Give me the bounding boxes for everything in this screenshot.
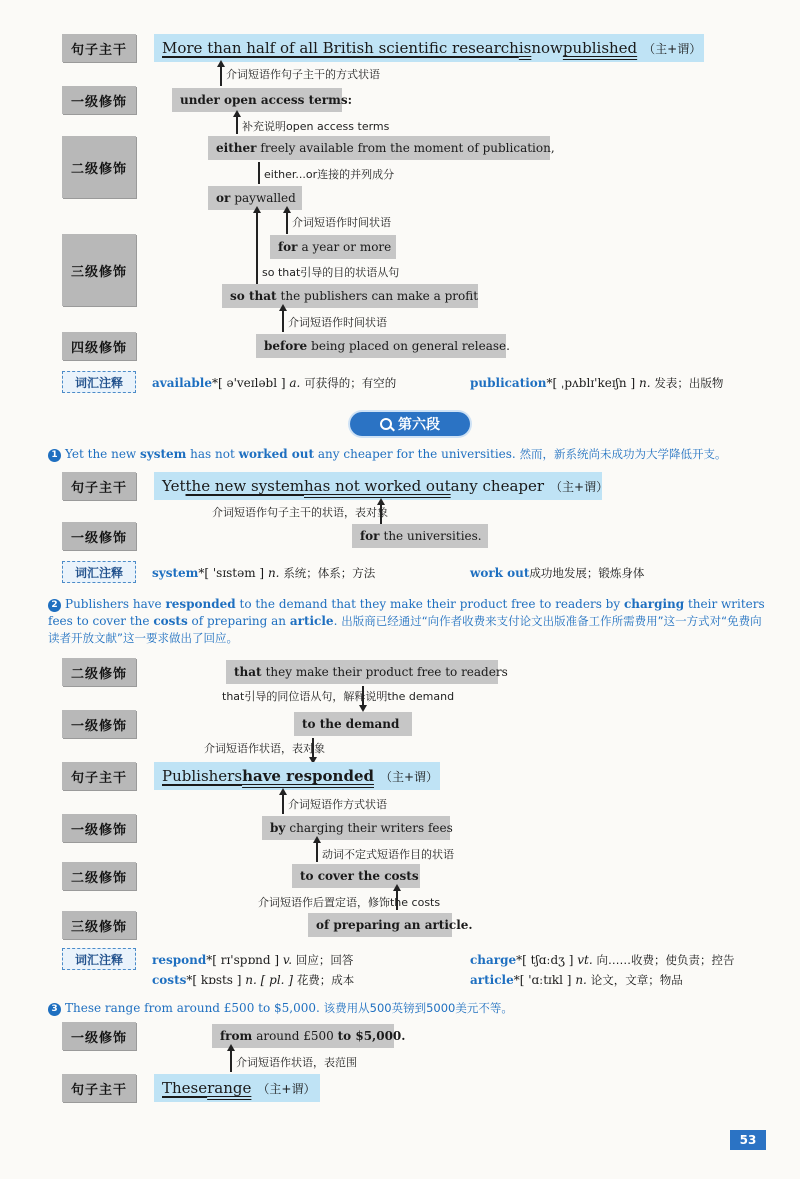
mod-text: charging their writers fees xyxy=(289,821,453,835)
subject: Publishers xyxy=(162,767,243,785)
mod-keyword: from xyxy=(220,1029,253,1043)
label-lvl1: 一级修饰 xyxy=(62,522,136,550)
connector xyxy=(286,212,288,234)
vocab-phonetic: *[ ˌpʌblɪ'keɪʃn ] xyxy=(546,376,636,390)
note: 介词短语作时间状语 xyxy=(292,216,391,229)
note: 介词短语作句子主干的方式状语 xyxy=(226,68,380,81)
vocab-word: article xyxy=(470,973,514,987)
mod-keyword: to $5,000. xyxy=(337,1029,406,1043)
verb: has not worked out xyxy=(304,477,451,495)
connector xyxy=(282,794,284,814)
mod-keyword: by xyxy=(270,821,286,835)
main-clause-1 xyxy=(154,34,704,62)
keyword: worked out xyxy=(238,447,315,461)
vocab-entry xyxy=(470,375,723,391)
label-main: 句子主干 xyxy=(62,1074,136,1102)
sentence-2 xyxy=(48,596,773,647)
mod-text: paywalled xyxy=(234,191,296,205)
modifier xyxy=(208,136,555,160)
translation: 然而，新系统尚未成功为大学降低开支。 xyxy=(519,447,727,461)
verb-part: published xyxy=(562,39,638,57)
verb: have responded xyxy=(242,767,374,785)
note: 介词短语作后置定语，修饰the costs xyxy=(258,896,441,909)
note: 介词短语作时间状语 xyxy=(288,316,387,329)
vocab-entry xyxy=(152,952,353,968)
mod-text: the universities. xyxy=(383,529,482,543)
vocab-pos: a. xyxy=(289,376,301,390)
mod-keyword: for xyxy=(278,240,298,254)
mod-keyword: to the demand xyxy=(302,717,400,731)
vocab-meaning: 花费；成本 xyxy=(296,973,355,987)
modifier xyxy=(222,284,478,308)
label-lvl2: 二级修饰 xyxy=(62,658,136,686)
connector xyxy=(282,310,284,332)
text: These range from around £500 to $5,000. xyxy=(65,1001,320,1015)
note: 动词不定式短语作目的状语 xyxy=(322,848,454,861)
modifier xyxy=(256,334,510,358)
vocab-phonetic: *[ rɪ'spɒnd ] xyxy=(206,953,280,967)
modifier xyxy=(352,524,488,548)
vocab-phonetic: *[ ə'veɪləbl ] xyxy=(212,376,286,390)
verb-part: is xyxy=(518,39,532,57)
mod-text: a year or more xyxy=(301,240,392,254)
sentence-number: 1 xyxy=(48,449,61,462)
text: any cheaper for the universities. xyxy=(314,447,516,461)
text: Publishers have xyxy=(65,597,166,611)
mod-keyword: for xyxy=(360,529,380,543)
modifier xyxy=(294,712,412,736)
adverb: now xyxy=(531,39,563,57)
vocab-pos: vt. xyxy=(577,953,593,967)
connector xyxy=(258,162,260,184)
vocab-word: publication xyxy=(470,376,547,390)
modifier xyxy=(212,1024,406,1048)
sentence-number: 3 xyxy=(48,1003,61,1016)
sentence-number: 2 xyxy=(48,599,61,612)
vocab-phonetic: *[ 'sɪstəm ] xyxy=(198,566,265,580)
sentence-3 xyxy=(48,1000,773,1017)
clause-type: （主+谓） xyxy=(379,769,439,784)
note: 介词短语作状语，表对象 xyxy=(204,742,325,755)
text: any cheaper xyxy=(450,477,545,495)
vocab-meaning: 可获得的；有空的 xyxy=(304,376,397,390)
mod-text: freely available from the moment of publication, xyxy=(260,141,555,155)
label-lvl1: 一级修饰 xyxy=(62,1022,136,1050)
connector xyxy=(220,66,222,86)
label-lvl3: 三级修饰 xyxy=(62,234,136,306)
note: so that引导的目的状语从句 xyxy=(262,266,400,279)
vocab-pos: n. xyxy=(575,973,587,987)
text: . xyxy=(333,614,338,628)
connector xyxy=(256,212,258,284)
vocab-entry xyxy=(152,972,354,988)
note: 介词短语作状语，表范围 xyxy=(236,1056,357,1069)
clause-type: （主+谓） xyxy=(257,1081,316,1096)
mod-keyword: before xyxy=(264,339,308,353)
text: Yet xyxy=(162,477,186,495)
modifier xyxy=(226,660,508,684)
search-icon xyxy=(380,418,392,430)
vocab-entry xyxy=(470,952,735,968)
translation: 该费用从500英镑到5000美元不等。 xyxy=(323,1001,513,1015)
text: has not xyxy=(186,447,239,461)
text: to the demand that they make their product free to readers by xyxy=(235,597,624,611)
modifier xyxy=(262,816,453,840)
label-lvl2: 二级修饰 xyxy=(62,136,136,198)
vocab-pos: v. xyxy=(282,953,293,967)
vocab-pos: n. xyxy=(267,566,280,580)
label-vocab: 词汇注释 xyxy=(62,561,136,583)
modifier xyxy=(172,88,353,112)
note: 介词短语作句子主干的状语，表对象 xyxy=(212,506,388,519)
label-vocab: 词汇注释 xyxy=(62,948,136,970)
mod-text: being placed on general release. xyxy=(311,339,510,353)
mod-text: they make their product free to readers xyxy=(265,665,508,679)
clause-type: （主+谓） xyxy=(550,479,609,494)
label-lvl2: 二级修饰 xyxy=(62,862,136,890)
vocab-meaning: 成功地发展；锻炼身体 xyxy=(529,566,645,580)
mod-text: the publishers can make a profit xyxy=(280,289,479,303)
text: of preparing an xyxy=(187,614,290,628)
vocab-meaning: 发表；出版物 xyxy=(654,376,724,390)
note: either...or连接的并列成分 xyxy=(264,168,395,181)
page-number: 53 xyxy=(730,1130,766,1150)
sentence-1 xyxy=(48,446,773,463)
vocab-pos: n. xyxy=(638,376,651,390)
keyword: system xyxy=(140,447,187,461)
modifier xyxy=(308,913,473,937)
vocab-word: available xyxy=(152,376,212,390)
mod-keyword: or xyxy=(216,191,231,205)
vocab-entry xyxy=(470,565,644,581)
connector xyxy=(316,842,318,862)
mod-keyword: to cover the costs xyxy=(300,869,419,883)
label-lvl3: 三级修饰 xyxy=(62,911,136,939)
mod-keyword: either xyxy=(216,141,257,155)
vocab-word: respond xyxy=(152,953,207,967)
vocab-meaning: 回应；回答 xyxy=(295,953,354,967)
keyword: responded xyxy=(165,597,236,611)
subject: More than half of all British scientific research xyxy=(162,39,519,57)
section-title: 第六段 xyxy=(398,417,440,433)
label-main: 句子主干 xyxy=(62,762,136,790)
mod-keyword: that xyxy=(234,665,262,679)
keyword: charging xyxy=(623,597,685,611)
label-lvl1: 一级修饰 xyxy=(62,710,136,738)
vocab-word: costs xyxy=(152,973,187,987)
label-lvl1: 一级修饰 xyxy=(62,86,136,114)
vocab-meaning: 向……收费；使负责；控告 xyxy=(596,953,735,967)
vocab-phonetic: *[ kɒsts ] xyxy=(186,973,242,987)
vocab-entry xyxy=(152,565,375,581)
vocab-phonetic: *[ 'ɑːtɪkl ] xyxy=(513,973,572,987)
vocab-word: charge xyxy=(470,953,517,967)
clause-type: （主+谓） xyxy=(643,41,702,56)
subject: the new system xyxy=(185,477,304,495)
connector xyxy=(236,116,238,134)
mod-text: under open access terms: xyxy=(180,93,353,107)
mod-keyword: of preparing an article. xyxy=(316,918,473,932)
vocab-word: system xyxy=(152,566,199,580)
mod-text: around £500 xyxy=(256,1029,334,1043)
text: their writers fees to cover the xyxy=(48,597,765,628)
keyword: article xyxy=(289,614,334,628)
vocab-meaning: 系统；体系；方法 xyxy=(283,566,376,580)
translation: 出版商已经通过“向作者收费来支付论文出版准备工作所需费用”这一方式对“免费向读者开放文献”这一要求做出了回应。 xyxy=(48,614,762,645)
connector xyxy=(230,1050,232,1072)
text: Yet the new xyxy=(65,447,140,461)
vocab-entry xyxy=(470,972,683,988)
label-main: 句子主干 xyxy=(62,472,136,500)
mod-keyword: so that xyxy=(230,289,277,303)
label-vocab: 词汇注释 xyxy=(62,371,136,393)
vocab-word: work out xyxy=(470,566,530,580)
note: 介词短语作方式状语 xyxy=(288,798,387,811)
label-lvl4: 四级修饰 xyxy=(62,332,136,360)
vocab-pos: n. [ pl. ] xyxy=(245,973,293,987)
label-main: 句子主干 xyxy=(62,34,136,62)
subject: These xyxy=(162,1079,208,1097)
note: 补充说明open access terms xyxy=(242,120,390,133)
verb: range xyxy=(207,1079,252,1097)
note: that引导的同位语从句，解释说明the demand xyxy=(222,690,455,703)
keyword: costs xyxy=(153,614,188,628)
main-clause xyxy=(154,1074,320,1102)
section-header xyxy=(350,412,470,436)
main-clause xyxy=(154,472,609,500)
vocab-meaning: 论文，文章；物品 xyxy=(590,973,683,987)
label-lvl1: 一级修饰 xyxy=(62,814,136,842)
vocab-phonetic: *[ tʃɑːdʒ ] xyxy=(516,953,574,967)
main-clause xyxy=(154,762,440,790)
modifier xyxy=(270,235,396,259)
vocab-entry xyxy=(152,375,396,391)
